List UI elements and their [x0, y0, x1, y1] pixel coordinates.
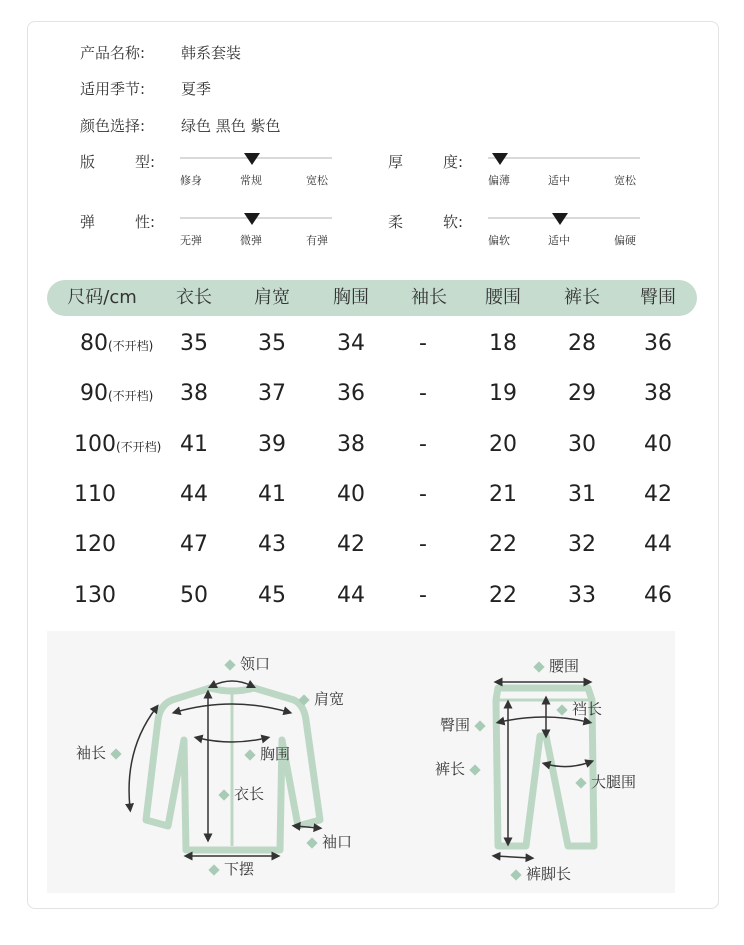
table-cell: - — [419, 532, 427, 557]
table-row-size: 80(不开档) — [80, 331, 154, 356]
chest-label: 胸围 — [240, 743, 290, 764]
table-cell: 40 — [644, 432, 672, 457]
table-cell: 31 — [568, 482, 596, 507]
pants-length-label: 裤长 — [435, 758, 485, 779]
table-cell: 44 — [644, 532, 672, 557]
table-cell: 21 — [489, 482, 517, 507]
diamond-icon — [556, 704, 567, 715]
table-cell: 43 — [258, 532, 286, 557]
header-sleeve: 袖长 — [411, 287, 447, 308]
diamond-icon — [306, 837, 317, 848]
header-waist: 腰围 — [485, 287, 521, 308]
table-cell: 44 — [180, 482, 208, 507]
softness-tick-2: 偏硬 — [614, 234, 636, 247]
header-pants-length: 裤长 — [564, 287, 600, 308]
fit-tick-0: 修身 — [180, 174, 202, 187]
diamond-icon — [218, 789, 229, 800]
fit-tick-2: 宽松 — [306, 174, 328, 187]
diamond-icon — [224, 659, 235, 670]
thigh-label: 大腿围 — [571, 771, 636, 792]
table-cell: 22 — [489, 532, 517, 557]
header-shoulder: 肩宽 — [254, 287, 290, 308]
header-hip: 臀围 — [640, 287, 676, 308]
table-row-size: 90(不开档) — [80, 381, 154, 406]
shirt-illustration — [146, 688, 320, 850]
diamond-icon — [244, 749, 255, 760]
table-cell: 30 — [568, 432, 596, 457]
table-cell: 39 — [258, 432, 286, 457]
fit-tick-1: 常规 — [240, 174, 262, 187]
shoulder-label: 肩宽 — [294, 688, 344, 709]
header-length: 衣长 — [176, 287, 212, 308]
elasticity-tick-0: 无弹 — [180, 234, 202, 247]
table-cell: 42 — [644, 482, 672, 507]
table-cell: 41 — [258, 482, 286, 507]
table-cell: - — [419, 583, 427, 608]
table-cell: - — [419, 331, 427, 356]
cuff-label: 袖口 — [302, 831, 352, 852]
table-cell: - — [419, 432, 427, 457]
elasticity-tick-2: 有弹 — [306, 234, 328, 247]
product-name-value: 韩系套装 — [181, 44, 242, 62]
hip-label: 臀围 — [440, 714, 490, 735]
table-cell: - — [419, 381, 427, 406]
table-row-size: 110 — [74, 482, 116, 507]
table-cell: - — [419, 482, 427, 507]
elasticity-label: 弹 性: — [80, 213, 156, 231]
table-cell: 22 — [489, 583, 517, 608]
table-cell: 28 — [568, 331, 596, 356]
table-cell: 34 — [337, 331, 365, 356]
table-cell: 40 — [337, 482, 365, 507]
softness-label: 柔 软: — [388, 213, 464, 231]
table-cell: 47 — [180, 532, 208, 557]
table-cell: 41 — [180, 432, 208, 457]
fit-label: 版 型: — [80, 153, 156, 171]
color-value: 绿色 黑色 紫色 — [181, 117, 281, 135]
diamond-icon — [474, 720, 485, 731]
table-cell: 38 — [180, 381, 208, 406]
elasticity-tick-1: 微弹 — [240, 234, 262, 247]
product-name-key: 产品名称: — [80, 44, 146, 62]
table-cell: 38 — [644, 381, 672, 406]
table-cell: 45 — [258, 583, 286, 608]
softness-tick-0: 偏软 — [488, 234, 510, 247]
table-row-size: 100(不开档) — [74, 432, 162, 457]
table-cell: 32 — [568, 532, 596, 557]
length-label: 衣长 — [214, 783, 264, 804]
season-value: 夏季 — [181, 80, 212, 98]
table-cell: 36 — [337, 381, 365, 406]
thickness-label: 厚 度: — [388, 153, 464, 171]
season-key: 适用季节: — [80, 80, 146, 98]
diamond-icon — [469, 764, 480, 775]
table-cell: 42 — [337, 532, 365, 557]
table-cell: 29 — [568, 381, 596, 406]
thickness-tick-0: 偏薄 — [488, 174, 510, 187]
table-cell: 18 — [489, 331, 517, 356]
diamond-icon — [298, 694, 309, 705]
leg-opening-label: 裤脚长 — [506, 863, 571, 884]
diamond-icon — [208, 864, 219, 875]
table-row-size: 120 — [74, 532, 116, 557]
table-cell: 35 — [180, 331, 208, 356]
thickness-tick-1: 适中 — [548, 174, 570, 187]
rise-label: 裆长 — [552, 698, 602, 719]
diamond-icon — [510, 869, 521, 880]
table-cell: 46 — [644, 583, 672, 608]
table-cell: 35 — [258, 331, 286, 356]
table-cell: 33 — [568, 583, 596, 608]
table-cell: 50 — [180, 583, 208, 608]
diamond-icon — [575, 777, 586, 788]
table-cell: 44 — [337, 583, 365, 608]
hem-label: 下摆 — [204, 858, 254, 879]
softness-tick-1: 适中 — [548, 234, 570, 247]
header-size: 尺码/cm — [67, 287, 137, 308]
collar-label: 领口 — [220, 653, 270, 674]
table-cell: 19 — [489, 381, 517, 406]
color-key: 颜色选择: — [80, 117, 146, 135]
header-chest: 胸围 — [333, 287, 369, 308]
table-cell: 38 — [337, 432, 365, 457]
waist-label: 腰围 — [529, 655, 579, 676]
table-row-size: 130 — [74, 583, 116, 608]
table-cell: 36 — [644, 331, 672, 356]
sleeve-length-label: 袖长 — [76, 742, 126, 763]
thickness-tick-2: 宽松 — [614, 174, 636, 187]
table-cell: 37 — [258, 381, 286, 406]
diamond-icon — [110, 748, 121, 759]
table-cell: 20 — [489, 432, 517, 457]
diamond-icon — [533, 661, 544, 672]
